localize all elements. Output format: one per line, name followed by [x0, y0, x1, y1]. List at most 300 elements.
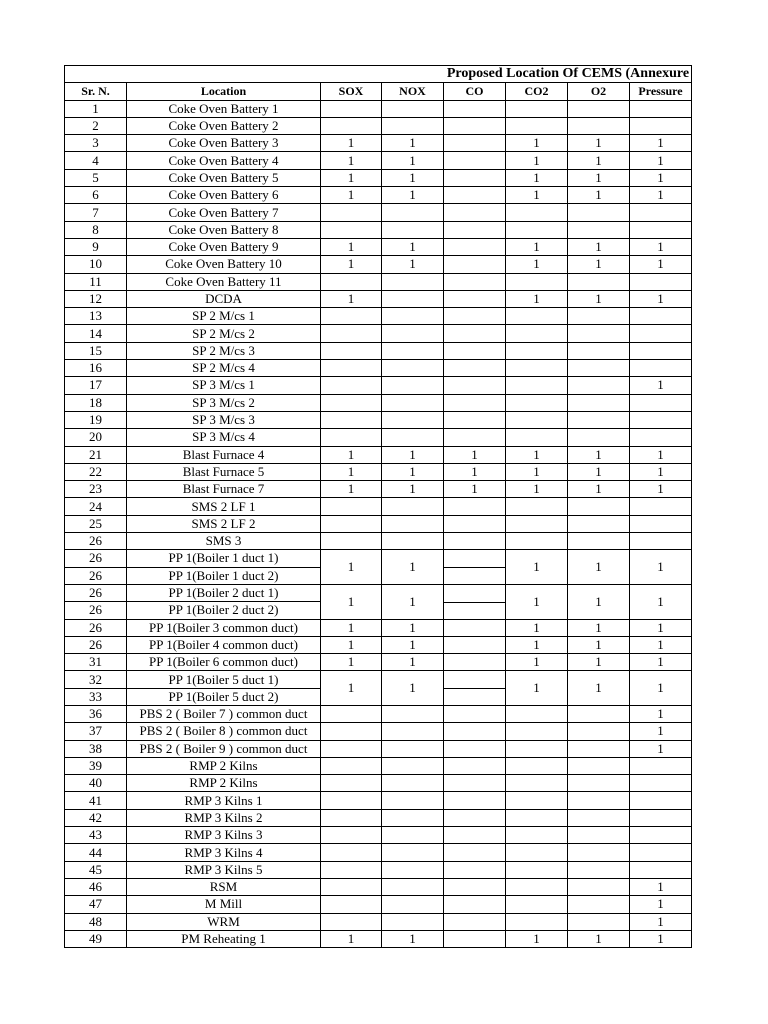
cell-sr: 23 — [65, 481, 127, 498]
cell-location: Coke Oven Battery 3 — [127, 135, 321, 152]
cell-pressure — [630, 325, 692, 342]
cell-sr: 44 — [65, 844, 127, 861]
cell-location: Coke Oven Battery 7 — [127, 204, 321, 221]
cell-sox — [321, 757, 382, 774]
cell-sr: 26 — [65, 567, 127, 584]
cell-pressure — [630, 221, 692, 238]
cell-location: SP 2 M/cs 2 — [127, 325, 321, 342]
cell-co2: 1 — [506, 446, 568, 463]
cell-sr: 48 — [65, 913, 127, 930]
cell-pressure: 1 — [630, 723, 692, 740]
co-divider — [444, 567, 505, 568]
cell-nox — [382, 844, 444, 861]
cell-co — [444, 187, 506, 204]
cell-pressure — [630, 411, 692, 428]
cell-co — [444, 152, 506, 169]
cell-location: SP 3 M/cs 4 — [127, 429, 321, 446]
cell-pressure — [630, 342, 692, 359]
table-row — [65, 913, 692, 930]
cell-pressure — [630, 429, 692, 446]
cell-location: Coke Oven Battery 10 — [127, 256, 321, 273]
cell-sox: 1 — [321, 446, 382, 463]
cell-location: Coke Oven Battery 8 — [127, 221, 321, 238]
cell-co2 — [506, 411, 568, 428]
cell-pressure: 1 — [630, 135, 692, 152]
cell-sox — [321, 827, 382, 844]
cell-o2: 1 — [568, 619, 630, 636]
cell-co2: 1 — [506, 550, 568, 585]
cell-nox — [382, 878, 444, 895]
table-row — [65, 861, 692, 878]
cell-sr: 24 — [65, 498, 127, 515]
cell-co2: 1 — [506, 187, 568, 204]
cell-co — [444, 377, 506, 394]
cell-pressure — [630, 308, 692, 325]
cell-sox: 1 — [321, 135, 382, 152]
cell-sr: 31 — [65, 654, 127, 671]
cell-sox — [321, 221, 382, 238]
cell-o2: 1 — [568, 481, 630, 498]
cell-sr: 10 — [65, 256, 127, 273]
cell-sox: 1 — [321, 930, 382, 947]
cell-location: SP 2 M/cs 3 — [127, 342, 321, 359]
cell-co — [444, 360, 506, 377]
cell-pressure: 1 — [630, 463, 692, 480]
cell-pressure — [630, 100, 692, 117]
cell-pressure — [630, 515, 692, 532]
cell-location: RMP 3 Kilns 2 — [127, 809, 321, 826]
cell-location: RMP 3 Kilns 3 — [127, 827, 321, 844]
cell-sox: 1 — [321, 619, 382, 636]
table-row — [65, 654, 692, 671]
cell-co — [444, 827, 506, 844]
table-row — [65, 705, 692, 722]
cell-co2: 1 — [506, 584, 568, 619]
cell-sr: 26 — [65, 636, 127, 653]
cell-sox — [321, 411, 382, 428]
cell-sr: 13 — [65, 308, 127, 325]
cell-o2: 1 — [568, 550, 630, 585]
header-sr: Sr. N. — [65, 83, 127, 100]
cell-nox — [382, 913, 444, 930]
table-row — [65, 498, 692, 515]
cell-sox: 1 — [321, 169, 382, 186]
cell-pressure — [630, 757, 692, 774]
cell-location: Blast Furnace 7 — [127, 481, 321, 498]
cell-co2: 1 — [506, 152, 568, 169]
cell-sr: 21 — [65, 446, 127, 463]
cell-nox: 1 — [382, 550, 444, 585]
cell-location: SP 3 M/cs 2 — [127, 394, 321, 411]
cell-nox — [382, 204, 444, 221]
cell-location: PM Reheating 1 — [127, 930, 321, 947]
cell-location: M Mill — [127, 896, 321, 913]
cell-pressure: 1 — [630, 878, 692, 895]
table-row — [65, 429, 692, 446]
cell-location: Coke Oven Battery 9 — [127, 238, 321, 255]
cell-o2 — [568, 377, 630, 394]
cell-pressure: 1 — [630, 169, 692, 186]
cell-sr: 47 — [65, 896, 127, 913]
table-row — [65, 290, 692, 307]
cell-nox: 1 — [382, 135, 444, 152]
table-row — [65, 723, 692, 740]
cell-o2 — [568, 411, 630, 428]
cell-nox: 1 — [382, 619, 444, 636]
table-row — [65, 238, 692, 255]
cell-co — [444, 792, 506, 809]
cell-co2 — [506, 827, 568, 844]
cell-pressure: 1 — [630, 550, 692, 585]
cell-sr: 4 — [65, 152, 127, 169]
table-row — [65, 342, 692, 359]
cell-o2: 1 — [568, 930, 630, 947]
cell-nox — [382, 411, 444, 428]
cems-table — [64, 65, 692, 948]
cell-co — [444, 325, 506, 342]
cell-location: Coke Oven Battery 11 — [127, 273, 321, 290]
table-row — [65, 671, 692, 688]
cell-pressure: 1 — [630, 238, 692, 255]
cell-sox: 1 — [321, 671, 382, 706]
cell-co2 — [506, 896, 568, 913]
cell-co2 — [506, 861, 568, 878]
cell-nox — [382, 775, 444, 792]
cell-o2 — [568, 394, 630, 411]
cell-co — [444, 619, 506, 636]
cell-sr: 41 — [65, 792, 127, 809]
cell-pressure — [630, 792, 692, 809]
cell-co — [444, 308, 506, 325]
cell-nox — [382, 498, 444, 515]
cell-co — [444, 913, 506, 930]
cell-sr: 26 — [65, 533, 127, 550]
cell-co2: 1 — [506, 256, 568, 273]
cell-co — [444, 861, 506, 878]
cell-sr: 42 — [65, 809, 127, 826]
cell-sox — [321, 204, 382, 221]
header-pressure: Pressure — [630, 83, 692, 100]
cell-nox — [382, 117, 444, 134]
header-location: Location — [127, 83, 321, 100]
cell-co — [444, 135, 506, 152]
cell-sox — [321, 896, 382, 913]
cell-location: Blast Furnace 5 — [127, 463, 321, 480]
cell-co — [444, 290, 506, 307]
cell-location: PP 1(Boiler 2 duct 1) — [127, 584, 321, 601]
cell-nox — [382, 515, 444, 532]
cell-co2 — [506, 913, 568, 930]
cell-co — [444, 169, 506, 186]
cell-co2 — [506, 325, 568, 342]
cell-pressure — [630, 533, 692, 550]
cell-sr: 18 — [65, 394, 127, 411]
cell-o2 — [568, 827, 630, 844]
table-row — [65, 204, 692, 221]
cell-nox — [382, 308, 444, 325]
cell-o2 — [568, 117, 630, 134]
table-row — [65, 394, 692, 411]
cell-o2 — [568, 757, 630, 774]
cell-sr: 38 — [65, 740, 127, 757]
cell-co — [444, 411, 506, 428]
cell-o2 — [568, 342, 630, 359]
table-row — [65, 757, 692, 774]
cell-co2 — [506, 204, 568, 221]
cell-sr: 26 — [65, 584, 127, 601]
cell-sr: 2 — [65, 117, 127, 134]
cell-sr: 33 — [65, 688, 127, 705]
cell-o2: 1 — [568, 654, 630, 671]
cell-nox — [382, 221, 444, 238]
cell-o2: 1 — [568, 256, 630, 273]
cell-sox: 1 — [321, 256, 382, 273]
cell-nox — [382, 792, 444, 809]
cell-co — [444, 204, 506, 221]
cell-o2 — [568, 515, 630, 532]
cell-o2: 1 — [568, 135, 630, 152]
table-body — [65, 100, 692, 948]
cell-sr: 25 — [65, 515, 127, 532]
cell-co — [444, 844, 506, 861]
cell-nox: 1 — [382, 584, 444, 619]
cell-location: PP 1(Boiler 6 common duct) — [127, 654, 321, 671]
cell-co: 1 — [444, 463, 506, 480]
cell-location: SMS 3 — [127, 533, 321, 550]
header-co: CO — [444, 83, 506, 100]
cell-co2 — [506, 740, 568, 757]
cell-co — [444, 705, 506, 722]
cell-o2: 1 — [568, 187, 630, 204]
cell-sox — [321, 723, 382, 740]
cell-location: PBS 2 ( Boiler 8 ) common duct — [127, 723, 321, 740]
cell-sr: 40 — [65, 775, 127, 792]
cell-o2 — [568, 913, 630, 930]
table-row — [65, 325, 692, 342]
table-row — [65, 809, 692, 826]
cell-sox: 1 — [321, 187, 382, 204]
cell-nox: 1 — [382, 654, 444, 671]
cell-sr: 5 — [65, 169, 127, 186]
cell-co2: 1 — [506, 930, 568, 947]
cell-sr: 3 — [65, 135, 127, 152]
cell-o2: 1 — [568, 446, 630, 463]
cell-sox: 1 — [321, 152, 382, 169]
cell-pressure — [630, 827, 692, 844]
co-divider — [444, 688, 505, 689]
cell-co — [444, 100, 506, 117]
table-row — [65, 515, 692, 532]
cell-co — [444, 533, 506, 550]
cell-sr: 9 — [65, 238, 127, 255]
table-row — [65, 481, 692, 498]
cell-nox — [382, 809, 444, 826]
cell-pressure: 1 — [630, 705, 692, 722]
cell-nox: 1 — [382, 187, 444, 204]
cell-sox: 1 — [321, 463, 382, 480]
cell-co2 — [506, 515, 568, 532]
cell-pressure: 1 — [630, 446, 692, 463]
cell-sr: 43 — [65, 827, 127, 844]
table-row — [65, 930, 692, 947]
cell-sr: 19 — [65, 411, 127, 428]
cell-nox — [382, 290, 444, 307]
cell-co2: 1 — [506, 135, 568, 152]
cell-co — [444, 498, 506, 515]
cell-pressure: 1 — [630, 671, 692, 706]
header-row — [65, 83, 692, 100]
cell-nox: 1 — [382, 238, 444, 255]
table-row — [65, 411, 692, 428]
table-row — [65, 187, 692, 204]
cell-location: RMP 3 Kilns 5 — [127, 861, 321, 878]
cell-sox: 1 — [321, 238, 382, 255]
cell-sox — [321, 878, 382, 895]
cell-location: SP 3 M/cs 1 — [127, 377, 321, 394]
cell-pressure — [630, 117, 692, 134]
cell-sox — [321, 705, 382, 722]
cell-nox: 1 — [382, 671, 444, 706]
cell-pressure — [630, 360, 692, 377]
cell-o2 — [568, 740, 630, 757]
cell-o2 — [568, 792, 630, 809]
cell-pressure: 1 — [630, 290, 692, 307]
cell-pressure: 1 — [630, 619, 692, 636]
cell-nox — [382, 100, 444, 117]
cell-sox — [321, 429, 382, 446]
table-row — [65, 775, 692, 792]
cell-nox — [382, 757, 444, 774]
cell-nox: 1 — [382, 463, 444, 480]
cell-sox — [321, 861, 382, 878]
table-row — [65, 619, 692, 636]
cell-nox — [382, 861, 444, 878]
cell-sox: 1 — [321, 636, 382, 653]
cell-pressure — [630, 273, 692, 290]
cell-pressure: 1 — [630, 740, 692, 757]
cell-o2: 1 — [568, 671, 630, 706]
cell-location: Coke Oven Battery 6 — [127, 187, 321, 204]
cell-location: WRM — [127, 913, 321, 930]
cell-location: Coke Oven Battery 4 — [127, 152, 321, 169]
cell-sox — [321, 515, 382, 532]
cell-nox — [382, 533, 444, 550]
cell-co — [444, 515, 506, 532]
cell-location: RMP 2 Kilns — [127, 757, 321, 774]
table-row — [65, 135, 692, 152]
cell-o2 — [568, 429, 630, 446]
table-row — [65, 844, 692, 861]
table-row — [65, 550, 692, 567]
cell-sr: 36 — [65, 705, 127, 722]
cell-co2 — [506, 533, 568, 550]
cell-co: 1 — [444, 481, 506, 498]
cell-location: PBS 2 ( Boiler 7 ) common duct — [127, 705, 321, 722]
cell-location: PP 1(Boiler 5 duct 1) — [127, 671, 321, 688]
cell-co2 — [506, 100, 568, 117]
cell-pressure: 1 — [630, 187, 692, 204]
cell-sr: 11 — [65, 273, 127, 290]
cell-co2 — [506, 308, 568, 325]
cell-o2 — [568, 498, 630, 515]
table-row — [65, 256, 692, 273]
cell-nox — [382, 325, 444, 342]
cell-sox — [321, 394, 382, 411]
cell-sr: 49 — [65, 930, 127, 947]
cell-o2 — [568, 723, 630, 740]
cell-sr: 22 — [65, 463, 127, 480]
cell-co — [444, 654, 506, 671]
cell-o2: 1 — [568, 636, 630, 653]
table-row — [65, 896, 692, 913]
cell-co — [444, 394, 506, 411]
cell-location: SMS 2 LF 1 — [127, 498, 321, 515]
cell-sr: 26 — [65, 602, 127, 619]
cell-location: RSM — [127, 878, 321, 895]
cell-co2: 1 — [506, 463, 568, 480]
cell-nox: 1 — [382, 636, 444, 653]
cell-nox: 1 — [382, 152, 444, 169]
cell-sr: 7 — [65, 204, 127, 221]
cell-o2 — [568, 100, 630, 117]
cell-sox — [321, 533, 382, 550]
cell-sox — [321, 325, 382, 342]
cell-location: PP 1(Boiler 5 duct 2) — [127, 688, 321, 705]
cell-co — [444, 117, 506, 134]
cell-nox: 1 — [382, 930, 444, 947]
cell-location: PP 1(Boiler 1 duct 2) — [127, 567, 321, 584]
cell-sox: 1 — [321, 290, 382, 307]
cell-sr: 14 — [65, 325, 127, 342]
table-row — [65, 446, 692, 463]
cell-co — [444, 671, 506, 706]
cell-o2 — [568, 896, 630, 913]
cell-location: SP 2 M/cs 4 — [127, 360, 321, 377]
cell-nox — [382, 273, 444, 290]
cell-co2 — [506, 878, 568, 895]
cell-sox — [321, 498, 382, 515]
cell-o2 — [568, 204, 630, 221]
table-row — [65, 584, 692, 601]
cell-sox — [321, 117, 382, 134]
sheet-title: Proposed Location Of CEMS (Annexure — [65, 66, 692, 83]
cell-co2 — [506, 342, 568, 359]
cell-location: PP 1(Boiler 1 duct 1) — [127, 550, 321, 567]
cell-pressure: 1 — [630, 636, 692, 653]
cell-o2 — [568, 809, 630, 826]
table-row — [65, 533, 692, 550]
cell-nox — [382, 360, 444, 377]
cell-sox — [321, 792, 382, 809]
cell-sr: 37 — [65, 723, 127, 740]
cell-co2: 1 — [506, 636, 568, 653]
cell-co2 — [506, 360, 568, 377]
cell-co — [444, 775, 506, 792]
cell-nox: 1 — [382, 256, 444, 273]
cems-sheet — [64, 65, 691, 948]
cell-co — [444, 878, 506, 895]
cell-o2 — [568, 221, 630, 238]
cell-o2 — [568, 308, 630, 325]
cell-sox — [321, 377, 382, 394]
cell-location: RMP 2 Kilns — [127, 775, 321, 792]
cell-pressure: 1 — [630, 584, 692, 619]
header-sox: SOX — [321, 83, 382, 100]
co-divider — [444, 602, 505, 603]
cell-o2 — [568, 360, 630, 377]
cell-sox — [321, 913, 382, 930]
cell-sr: 8 — [65, 221, 127, 238]
